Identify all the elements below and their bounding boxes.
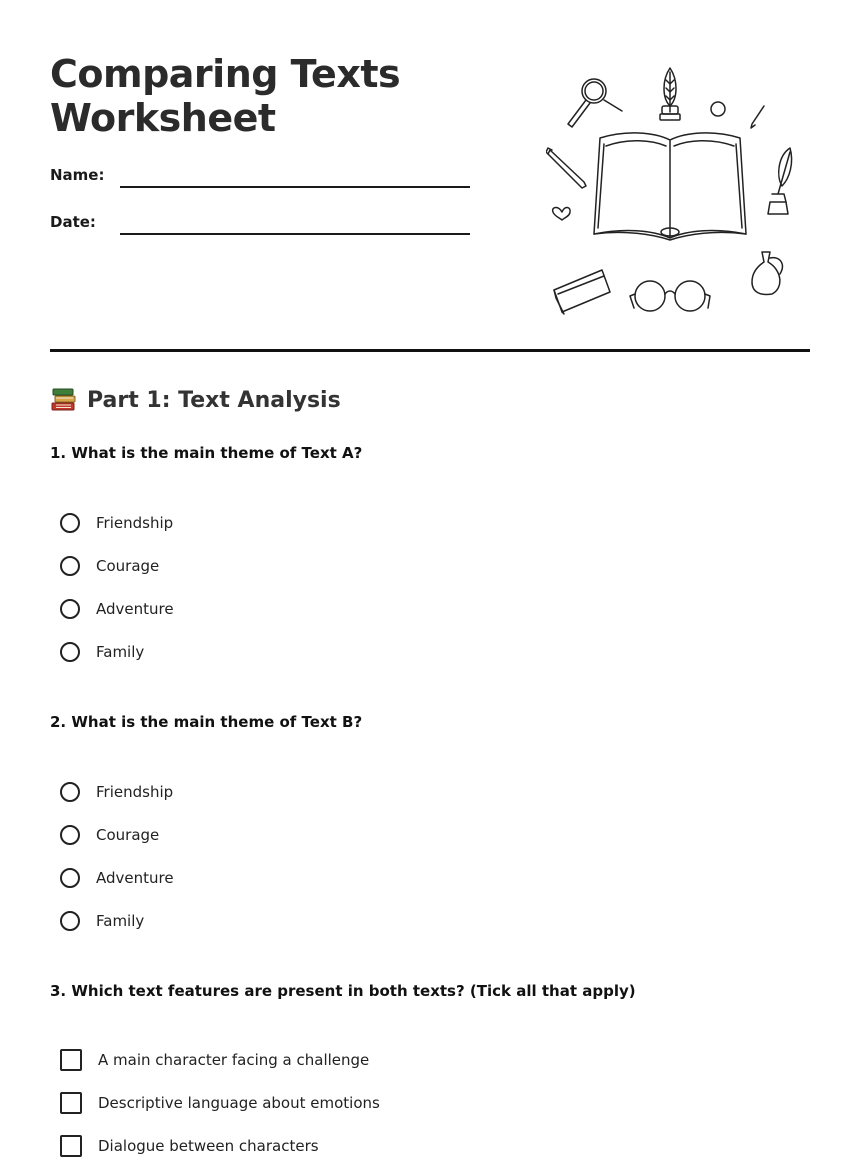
option-label: Friendship [96,513,174,532]
open-book-icon [594,133,746,240]
radio-button[interactable] [60,642,80,662]
question-1-options [60,501,174,673]
closed-book-icon [554,270,610,314]
option-adventure[interactable] [60,587,174,630]
radio-button[interactable] [60,868,80,888]
option-label: Adventure [96,599,174,618]
option-label: Family [96,642,145,661]
glasses-icon [630,281,710,311]
option-friendship[interactable] [60,501,174,544]
name-field [50,166,470,196]
option-adventure[interactable] [60,856,174,899]
part1-title: Part 1: Text Analysis [87,387,341,413]
option-label: Courage [96,825,160,844]
magnifying-glass-icon [568,79,622,127]
question-1: 1. What is the main theme of Text A? [50,444,363,462]
option-label: Dialogue between characters [98,1136,319,1155]
reading-illustration [546,62,794,320]
ink-blot-icon [711,102,725,116]
option-courage[interactable] [60,813,174,856]
option-label: Descriptive language about emotions [98,1093,380,1112]
quill-inkwell-icon [660,68,680,120]
radio-button[interactable] [60,911,80,931]
option-label: Courage [96,556,160,575]
question-3-options [60,1038,380,1167]
checkbox[interactable] [60,1092,82,1114]
radio-button[interactable] [60,556,80,576]
option-label: Adventure [96,868,174,887]
part1-heading [50,386,341,414]
feather-inkwell-icon [768,148,792,214]
radio-button[interactable] [60,825,80,845]
option-family[interactable] [60,899,174,942]
option-courage[interactable] [60,544,174,587]
option-descriptive-language[interactable] [60,1081,380,1124]
books-icon [50,386,78,414]
name-input[interactable] [120,186,470,188]
date-input[interactable] [120,233,470,235]
question-3: 3. Which text features are present in both texts? (Tick all that apply) [50,982,636,1000]
heart-icon [553,207,570,220]
option-label: Family [96,911,145,930]
checkbox[interactable] [60,1135,82,1157]
checkbox[interactable] [60,1049,82,1071]
option-label: A main character facing a challenge [98,1050,370,1069]
option-friendship[interactable] [60,770,174,813]
question-2: 2. What is the main theme of Text B? [50,713,363,731]
date-label: Date: [50,213,96,231]
name-label: Name: [50,166,105,184]
radio-button[interactable] [60,782,80,802]
option-family[interactable] [60,630,174,673]
header-divider [50,349,810,352]
option-label: Friendship [96,782,174,801]
radio-button[interactable] [60,599,80,619]
question-2-options [60,770,174,942]
pen-nib-icon [751,106,764,128]
page-title: Comparing Texts Worksheet [50,52,401,140]
vase-icon [752,252,782,295]
pencil-icon [546,148,586,188]
date-field [50,213,470,243]
option-main-character[interactable] [60,1038,380,1081]
radio-button[interactable] [60,513,80,533]
